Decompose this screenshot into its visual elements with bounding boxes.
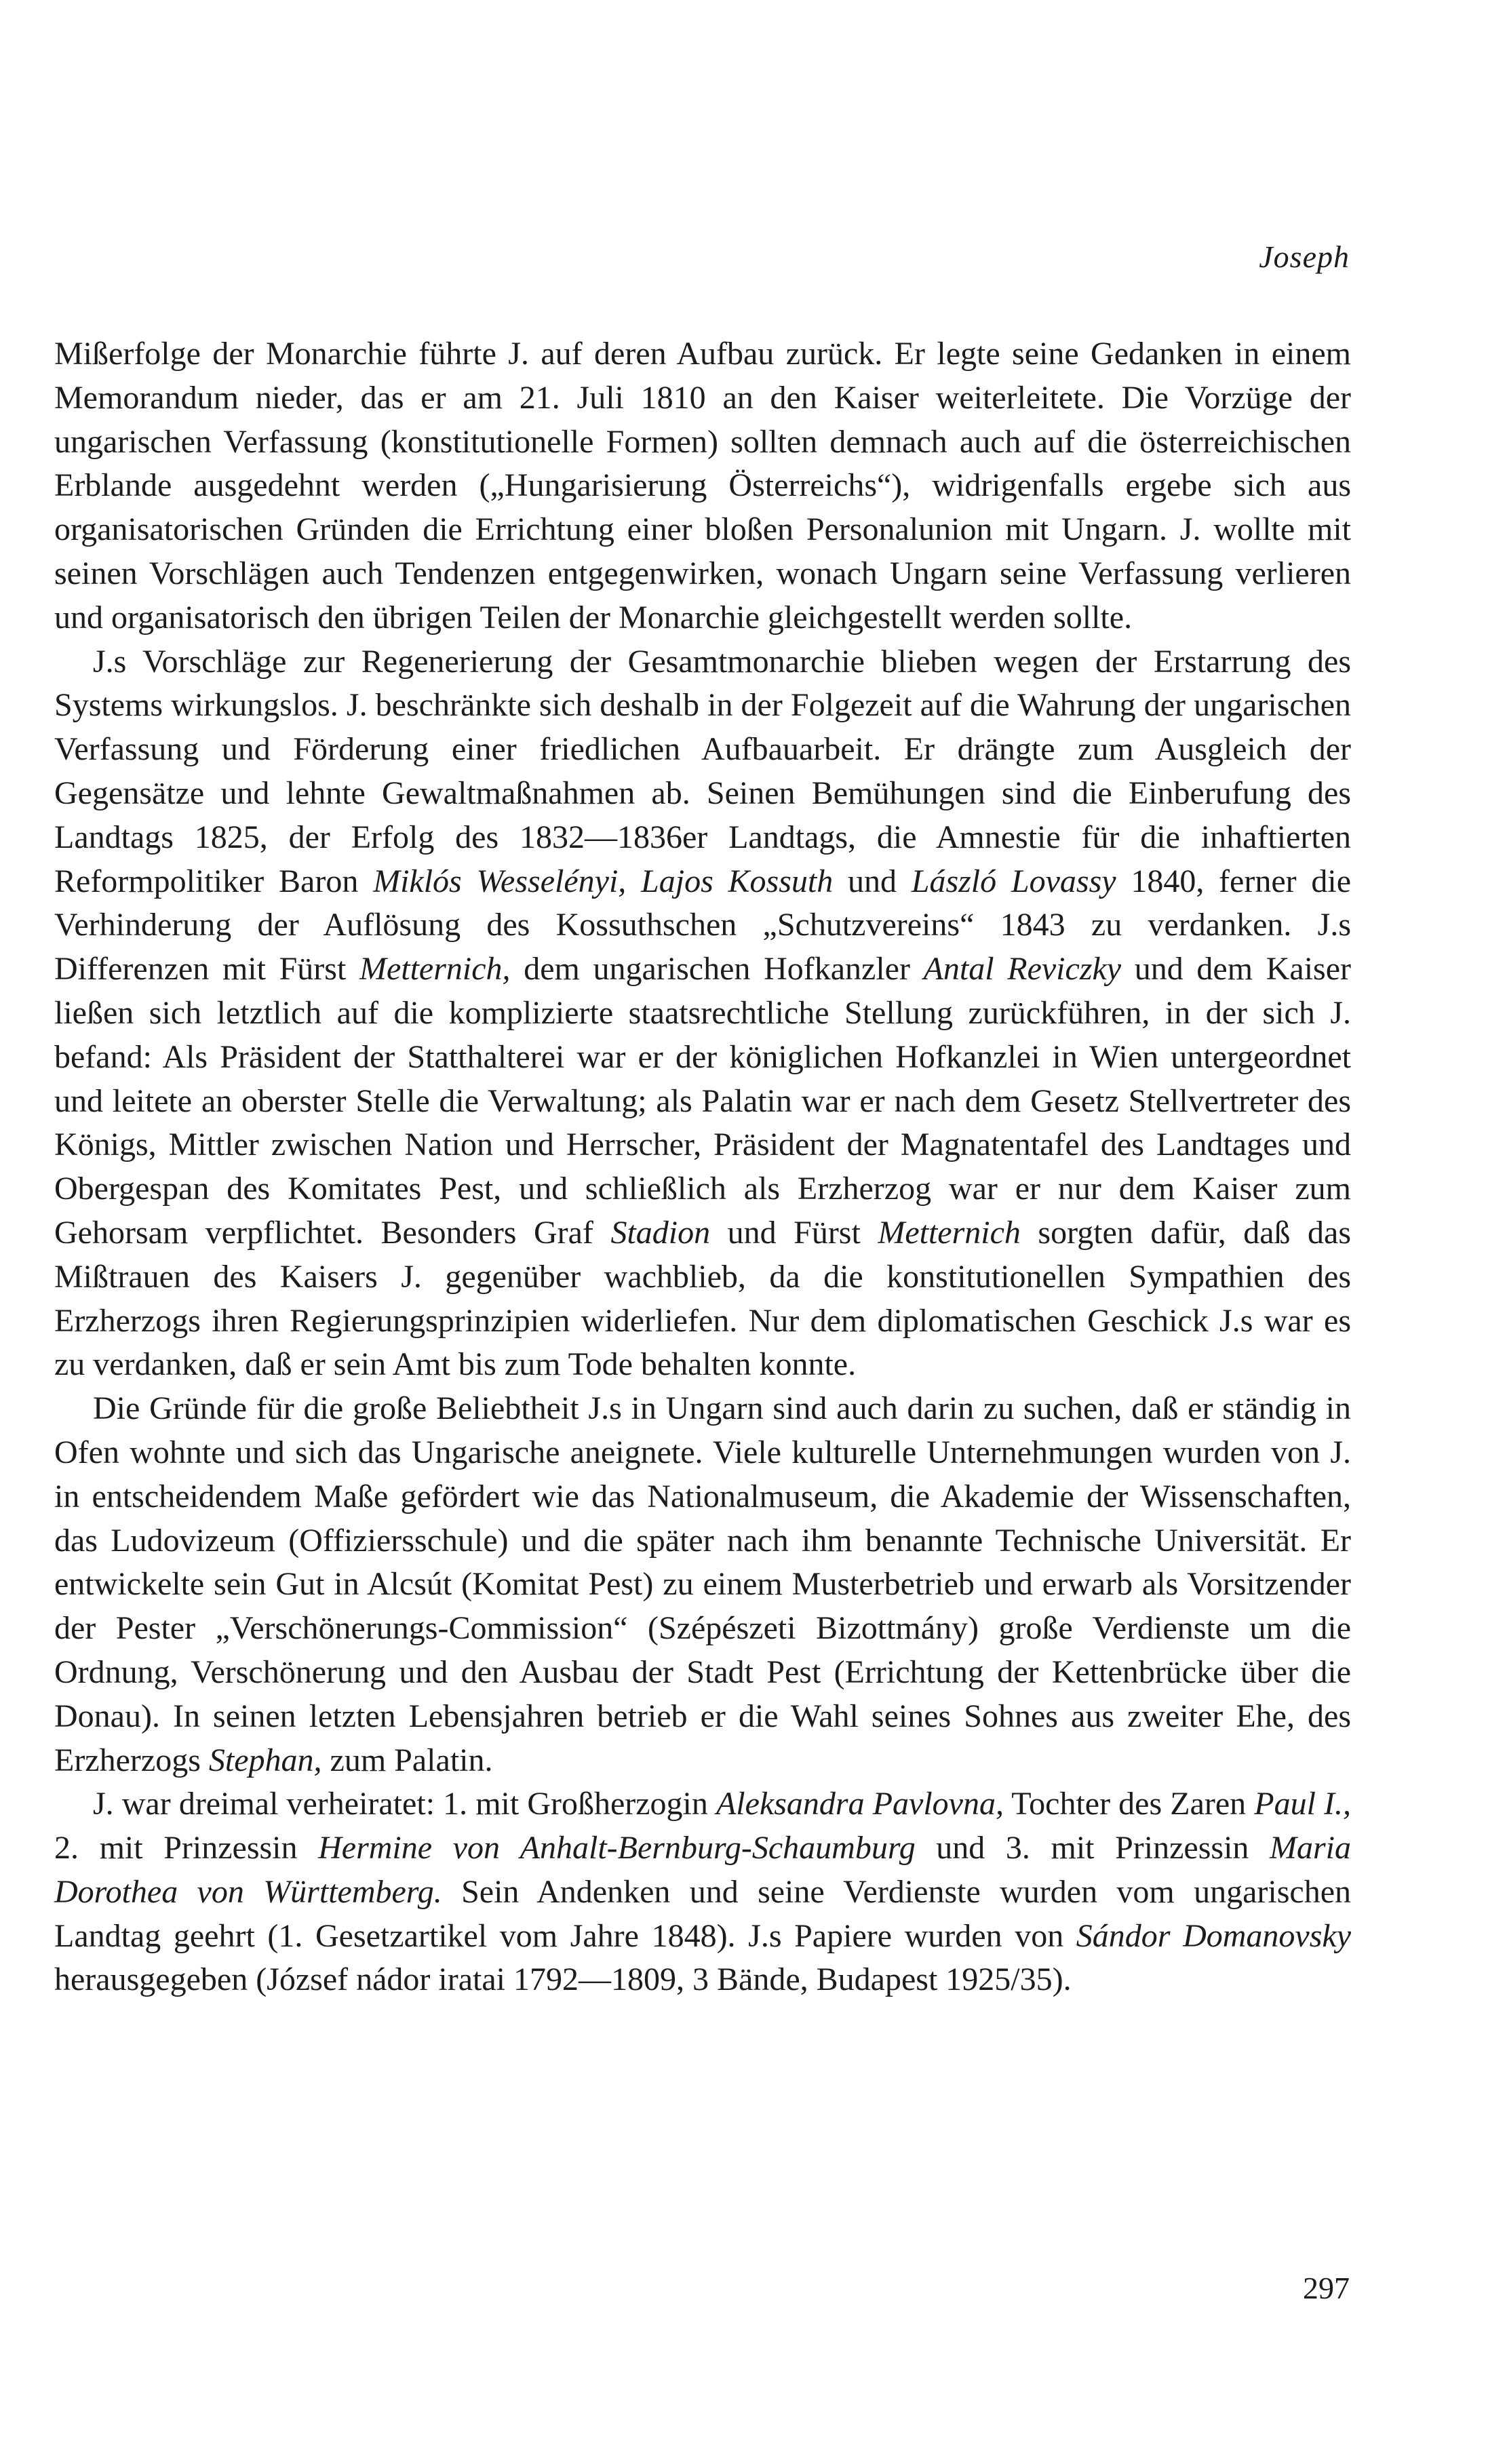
paragraph-1 <box>54 332 1351 640</box>
text-run: dem ungarischen Hofkanzler <box>510 951 924 987</box>
italic-name: Hermine von Anhalt-Bernburg-Schaumburg <box>318 1830 916 1866</box>
paragraph-4 <box>54 1782 1351 2002</box>
body-text <box>54 332 1351 2002</box>
italic-name: Stadion <box>610 1214 711 1251</box>
page-number: 297 <box>1303 2271 1350 2305</box>
text-run: und 3. mit Prinzessin <box>915 1830 1270 1866</box>
italic-name: Aleksandra Pavlovna, <box>716 1786 1004 1822</box>
italic-name: Sándor Domanovsky <box>1076 1917 1351 1954</box>
text-run: J. war dreimal verheiratet: 1. mit Großherzogin <box>93 1786 716 1822</box>
italic-name: Metternich <box>878 1214 1021 1251</box>
italic-name: Metternich, <box>359 951 511 987</box>
paragraph-2 <box>54 640 1351 1388</box>
text-run: und Fürst <box>710 1214 878 1251</box>
italic-name: Antal Reviczky <box>923 951 1122 987</box>
italic-name: Stephan, <box>208 1742 322 1778</box>
text-run: Die Gründe für die große Beliebtheit J.s in Ungarn sind auch darin zu suchen, daß er ständig in Ofen wohnte und sich das Ungarische aneignete. Viele kulturelle Unternehmungen wurden von J. in entscheidendem Maße gefördert wie das Nationalmuseum, die Akademie der Wissenschaften, das Ludovizeum (Offiziersschule) und die später nach ihm benannte Technische Universität. Er entwickelte sein Gut in Alcsút (Komitat Pest) zu einem Musterbetrieb und erwarb als Vorsitzender der Pester „Verschönerungs-Commission“ (Szépészeti Bizottmány) große Verdienste um die Ordnung, Verschönerung und den Ausbau der Stadt Pest (Errichtung der Kettenbrücke über die Donau). In seinen letzten Lebensjahren betrieb er die Wahl seines Sohnes aus zweiter Ehe, des Erzherzogs <box>54 1390 1351 1778</box>
running-head: Joseph <box>1259 239 1350 274</box>
text-run: J.s Vorschläge zur Regenerierung der Gesamtmonarchie blieben wegen der Erstarrung des Systems wirkungslos. J. beschränkte sich deshalb in der Folgezeit auf die Wahrung der ungarischen Verfassung und Förderung einer friedlichen Aufbauarbeit. Er drängte zum Ausgleich der Gegensätze und lehnte Gewaltmaßnahmen ab. Seinen Bemühungen sind die Einberufung des Landtags 1825, der Erfolg des 1832—1836er Landtags, die Amnestie für die inhaftierten Reformpolitiker Baron <box>54 643 1351 899</box>
text-run: und <box>833 863 912 899</box>
italic-name: László Lovassy <box>911 863 1116 899</box>
italic-name: Maria Dorothea von Württemberg. <box>54 1830 1352 1910</box>
italic-name: Paul I., <box>1254 1786 1351 1822</box>
text-run: und dem Kaiser ließen sich letztlich auf die komplizierte staatsrechtliche Stellung zurückführen, in der sich J. befand: Als Präsident der Statthalterei war er der königlichen Hofkanzlei in Wien untergeordnet und leitete an oberster Stelle die Verwaltung; als Palatin war er nach dem Gesetz Stellvertreter des Königs, Mittler zwischen Nation und Herrscher, Präsident der Magnatentafel des Landtages und Obergespan des Komitates Pest, und schließlich als Erzherzog war er nur dem Kaiser zum Gehorsam verpflichtet. Besonders Graf <box>54 951 1351 1251</box>
text-run: Tochter des Zaren <box>1003 1786 1255 1822</box>
text-run: Sein Andenken und seine Verdienste wurden vom ungarischen Landtag geehrt (1. Gesetzartikel vom Jahre 1848). J.s Papiere wurden von <box>54 1873 1352 1954</box>
text-run: zum Palatin. <box>321 1742 493 1778</box>
text-run: sorgten dafür, daß das Mißtrauen des Kaisers J. gegenüber wachblieb, da die konstitutionellen Sympathien des Erzherzogs ihren Regierungsprinzipien widerliefen. Nur dem diplomatischen Geschick J.s war es zu verdanken, daß er sein Amt bis zum Tode behalten konnte. <box>54 1214 1352 1383</box>
text-run: herausgegeben (József nádor iratai 1792—1809, 3 Bände, Budapest 1925/35). <box>54 1961 1072 1998</box>
text-run: 2. mit Prinzessin <box>54 1830 319 1866</box>
paragraph-3 <box>54 1387 1351 1782</box>
text-run: 1840, ferner die Verhinderung der Auflösung des Kossuthschen „Schutzvereins“ 1843 zu verdanken. J.s Differenzen mit Fürst <box>54 863 1352 987</box>
italic-name: Miklós Wesselényi, Lajos Kossuth <box>373 863 834 899</box>
text-run: Mißerfolge der Monarchie führte J. auf deren Aufbau zurück. Er legte seine Gedanken in einem Memorandum nieder, das er am 21. Juli 1810 an den Kaiser weiterleitete. Die Vorzüge der ungarischen Verfassung (konstitutionelle Formen) sollten demnach auch auf die österreichischen Erblande ausgedehnt werden („Hungarisierung Österreichs“), widrigenfalls ergebe sich aus organisatorischen Gründen die Errichtung einer bloßen Personalunion mit Ungarn. J. wollte mit seinen Vorschlägen auch Tendenzen entgegenwirken, wonach Ungarn seine Verfassung verlieren und organisatorisch den übrigen Teilen der Monarchie gleichgestellt werden sollte. <box>54 336 1351 635</box>
